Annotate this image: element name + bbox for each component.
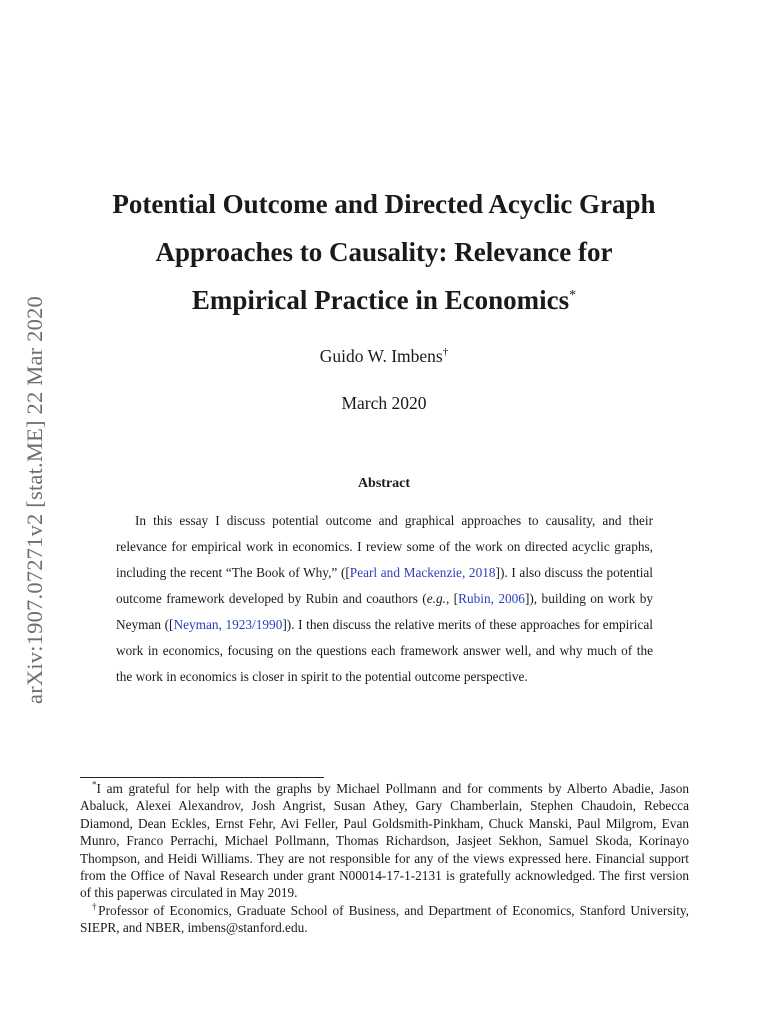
abstract-text-part: In this essay I discuss potential outcome and graphical approaches to causality, and their relevance for empirical work in economics. I review some of the work on directed acyclic graphs, including the recent “The Book of Why,” ([ bbox=[116, 513, 653, 580]
footnotes bbox=[80, 780, 689, 937]
title-line-1: Potential Outcome and Directed Acyclic Graph bbox=[112, 189, 656, 219]
abstract-text-part: , [ bbox=[445, 591, 459, 606]
abstract-text-eg: e.g. bbox=[426, 591, 446, 606]
footnote-divider bbox=[80, 777, 324, 778]
author-name: Guido W. Imbens bbox=[319, 346, 443, 366]
abstract-text-part: ]), building on work by Neyman ([ bbox=[116, 591, 654, 632]
footnote-author-affiliation bbox=[80, 902, 689, 937]
abstract-text-part: ]). I also discuss the potential outcome framework developed by Rubin and coauthors ( bbox=[116, 565, 653, 606]
title-footnote-mark[interactable]: * bbox=[569, 288, 577, 303]
title-line-3 bbox=[0, 276, 768, 324]
citation-link-rubin[interactable]: Rubin, 2006 bbox=[458, 591, 525, 606]
publication-date: March 2020 bbox=[341, 393, 427, 413]
footnote-mark: † bbox=[92, 901, 99, 912]
citation-link-neyman[interactable]: Neyman, 1923/1990 bbox=[173, 617, 283, 632]
author bbox=[0, 345, 768, 367]
footnote-acknowledgements bbox=[80, 780, 689, 902]
footnote-text: I am grateful for help with the graphs by Michael Pollmann and for comments by Alberto Abadie, Jason Abaluck, Alexei Alexandrov, Josh Angrist, Susan Athey, Gary Chamberlain, Stephen Chaudoin, Rebecca Diamond, Dean Eckles, Ernst Fehr, Avi Feller, Paul Goldsmith-Pinkham, Chuck Manski, Paul Milgrom, Evan Munro, Franco Perrachi, Michael Pollmann, Thomas Richardson, Jasjeet Sekhon, Samuel Skoda, Korinayo Thompson, and Heidi Williams. They are not responsible for any of the views expressed here. Financial support from the Office of Naval Research under grant N00014-17-1-2131 is gratefully acknowledged. The first version of this paperwas circulated in May 2019. bbox=[80, 781, 689, 901]
abstract-text bbox=[116, 508, 653, 690]
footnote-text: Professor of Economics, Graduate School of Business, and Department of Economics, Stanford University, SIEPR, and NBER, imbens@stanford.edu. bbox=[80, 902, 689, 936]
paper-title bbox=[0, 180, 768, 324]
title-line-3-text: Empirical Practice in Economics bbox=[191, 285, 570, 315]
arxiv-identifier-stamp: arXiv:1907.07271v2 [stat.ME] 22 Mar 2020 bbox=[22, 296, 47, 704]
abstract-heading: Abstract bbox=[357, 476, 411, 491]
footnote-mark: * bbox=[92, 779, 97, 790]
title-line-2: Approaches to Causality: Relevance for bbox=[155, 237, 613, 267]
abstract-text-part: ]). I then discuss the relative merits of these approaches for empirical work in economics, focusing on the questions each framework answer well, and why much of the the work in economics is closer in spirit to the potential outcome perspective. bbox=[116, 617, 653, 684]
author-footnote-mark[interactable]: † bbox=[442, 346, 449, 359]
citation-link-pearl-mackenzie[interactable]: Pearl and Mackenzie, 2018 bbox=[349, 565, 496, 580]
